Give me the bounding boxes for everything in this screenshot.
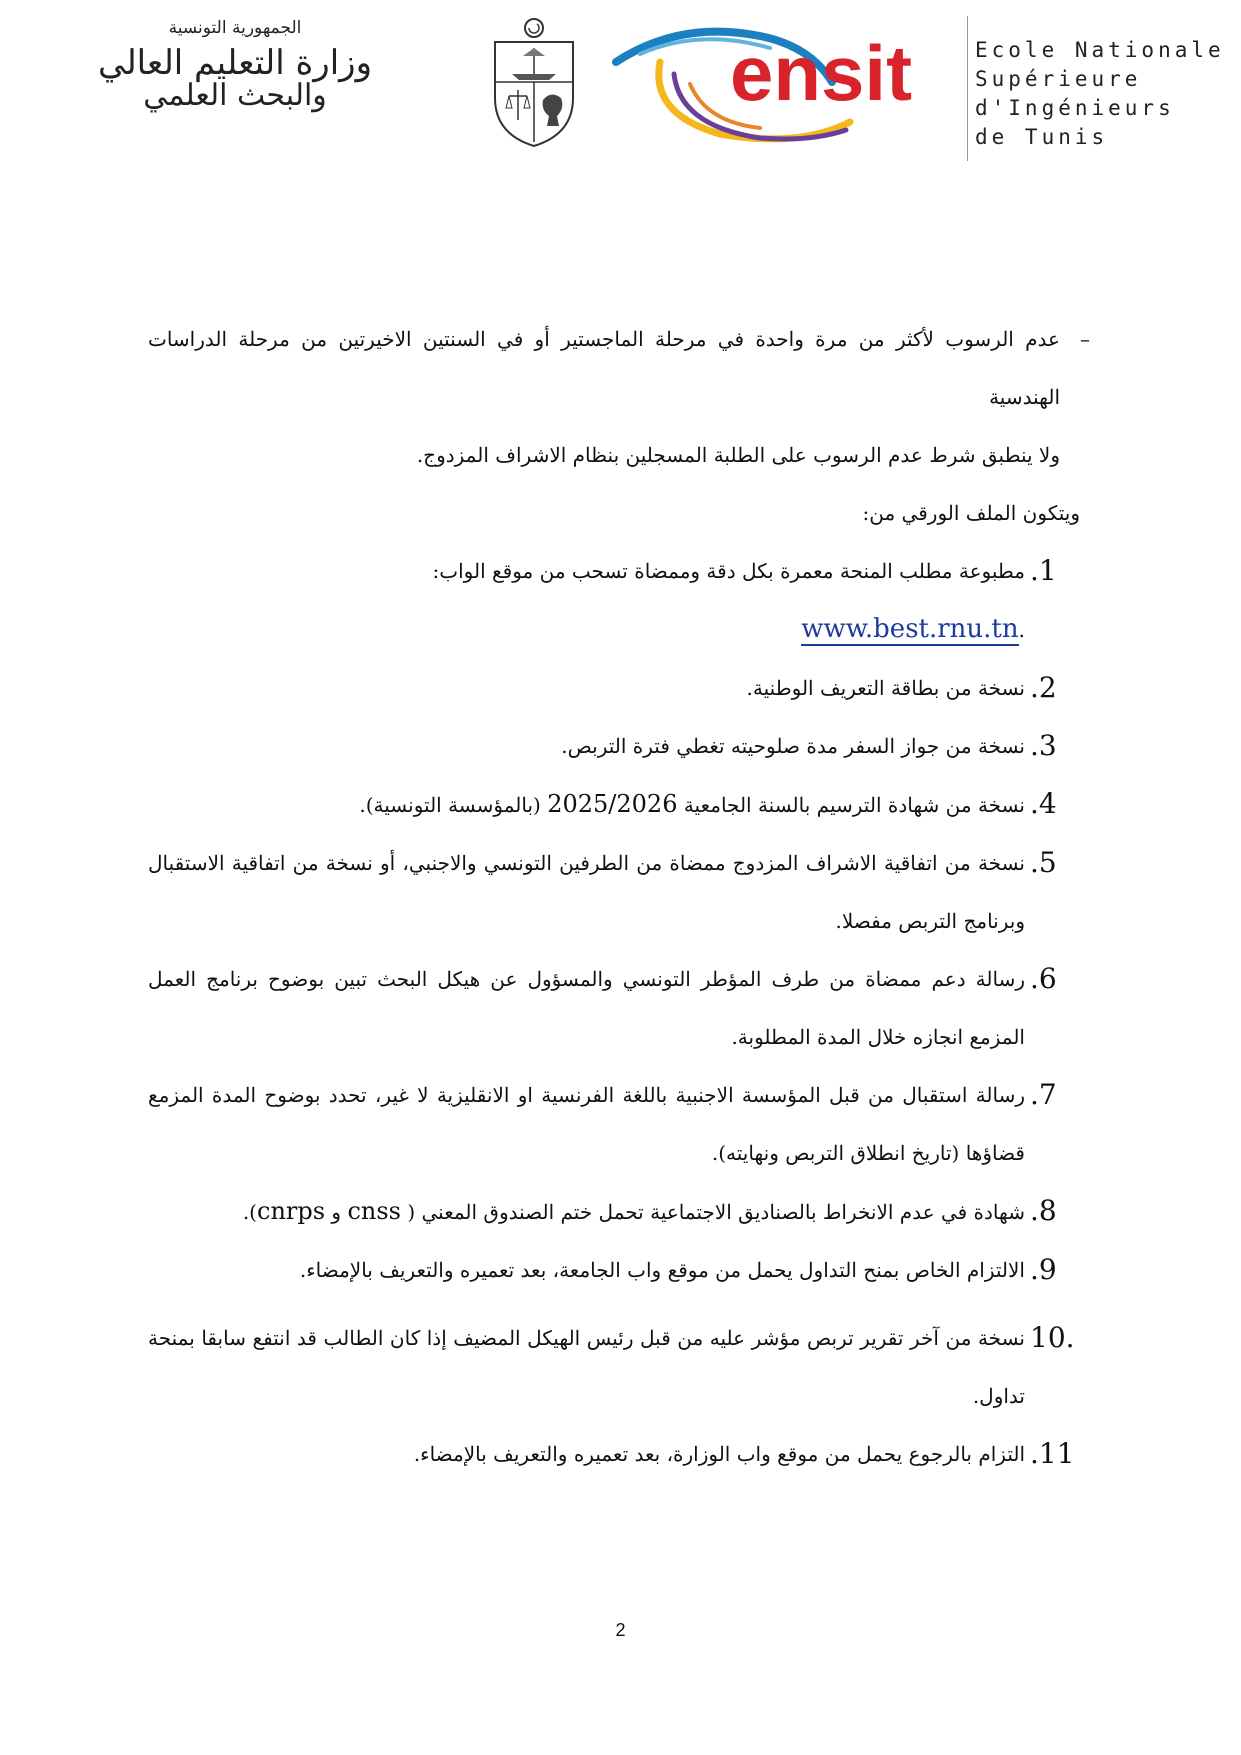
bullet-dash: – [1080, 327, 1090, 351]
list-item [148, 1182, 1057, 1241]
item-text: نسخة من جواز السفر مدة صلوحيته تغطي فترة التربص. [561, 734, 1025, 758]
item-text [148, 775, 1025, 834]
list-item [148, 659, 1057, 717]
item-number: .5 [1030, 846, 1057, 879]
school-name-line: de Tunis [975, 125, 1109, 149]
item-text-part: و [331, 1200, 342, 1224]
page-number: 2 [615, 1620, 626, 1640]
fund-name: cnrps [257, 1197, 326, 1225]
item-number: .9 [1030, 1253, 1057, 1286]
item-text-part: ). [242, 1200, 257, 1224]
item-text: الالتزام الخاص بمنح التداول يحمل من موقع واب الجامعة، بعد تعميره والتعريف بالإمضاء. [299, 1258, 1025, 1282]
url-dot: . [1018, 618, 1025, 642]
item-text: التزام بالرجوع يحمل من موقع واب الوزارة، بعد تعميره والتعريف بالإمضاء. [413, 1442, 1025, 1466]
list-item [148, 1066, 1057, 1182]
item-text: نسخة من اتفاقية الاشراف المزدوج ممضاة من الطرفين التونسي والاجنبي، أو نسخة من اتفاقية الاستقبال وبرنامج التربص مفصلا. [148, 851, 1025, 933]
bullet-line: ولا ينطبق شرط عدم الرسوب على الطلبة المسجلين بنظام الاشراف المزدوج. [416, 443, 1060, 467]
item-text: رسالة دعم ممضاة من طرف المؤطر التونسي والمسؤول عن هيكل البحث تبين بوضوح برنامج العمل المزمع انجازه خلال المدة المطلوبة. [148, 967, 1025, 1049]
list-item [148, 717, 1057, 775]
ministry-name-line2: والبحث العلمي [143, 78, 327, 113]
academic-year: 2025/2026 [547, 790, 678, 818]
file-intro: ويتكون الملف الورقي من: [862, 501, 1080, 525]
tunisia-coat-of-arms-icon [487, 16, 581, 148]
item-text-part: شهادة في عدم الانخراط بالصناديق الاجتماعية تحمل ختم الصندوق المعني ( [407, 1200, 1025, 1224]
ministry-emblem-text [95, 18, 375, 112]
item-text: نسخة من بطاقة التعريف الوطنية. [746, 676, 1025, 700]
item-number: .3 [1030, 729, 1057, 762]
list-item [148, 1309, 1075, 1425]
item-text-part: (بالمؤسسة التونسية). [359, 793, 541, 817]
item-number: .2 [1030, 671, 1057, 704]
item-number: .6 [1030, 962, 1057, 995]
bullet-line: عدم الرسوب لأكثر من مرة واحدة في مرحلة الماجستير أو في السنتين الاخيرتين من مرحلة الدراسات الهندسية [148, 327, 1060, 409]
item-text: نسخة من آخر تقرير تربص مؤشر عليه من قبل رئيس الهيكل المضيف إذا كان الطالب قد انتفع سابقا بمنحة تداول. [148, 1326, 1025, 1408]
condition-bullet [148, 310, 1090, 484]
list-item [148, 1241, 1057, 1299]
ensit-logo-text: ensit [730, 29, 913, 117]
list-item [148, 1425, 1075, 1483]
document-body [148, 310, 1090, 1483]
ensit-logo-icon [610, 22, 950, 162]
school-name [975, 36, 1225, 152]
item-number: .7 [1030, 1078, 1057, 1111]
list-item [148, 775, 1057, 834]
item-number: .8 [1030, 1194, 1057, 1227]
item-text-part: نسخة من شهادة الترسيم بالسنة الجامعية [683, 793, 1025, 817]
item-number: .11 [1030, 1437, 1075, 1470]
item-text [148, 1182, 1025, 1241]
school-name-line: Supérieure [975, 67, 1142, 91]
item-number: .4 [1030, 787, 1057, 820]
item-number: 10. [1030, 1321, 1075, 1354]
header-divider [967, 16, 968, 161]
republic-label: الجمهورية التونسية [168, 18, 302, 38]
item-text: رسالة استقبال من قبل المؤسسة الاجنبية باللغة الفرنسية او الانقليزية لا غير، تحدد بوضوح المدة المزمع قضاؤها (تاريخ انطلاق التربص ونهايته). [148, 1083, 1025, 1165]
page-header [0, 0, 1241, 170]
list-item [148, 542, 1057, 659]
list-item [148, 834, 1057, 950]
list-item [148, 950, 1057, 1066]
school-name-line: d'Ingénieurs [975, 96, 1175, 120]
website-link[interactable]: www.best.rnu.tn [801, 614, 1019, 644]
school-name-line: Ecole Nationale [975, 38, 1225, 62]
item-text: مطبوعة مطلب المنحة معمرة بكل دقة وممضاة تسحب من موقع الواب: [432, 559, 1025, 583]
fund-name: cnss [347, 1197, 401, 1225]
item-number: .1 [1030, 554, 1057, 587]
ministry-name-line1: وزارة التعليم العالي [97, 43, 372, 83]
